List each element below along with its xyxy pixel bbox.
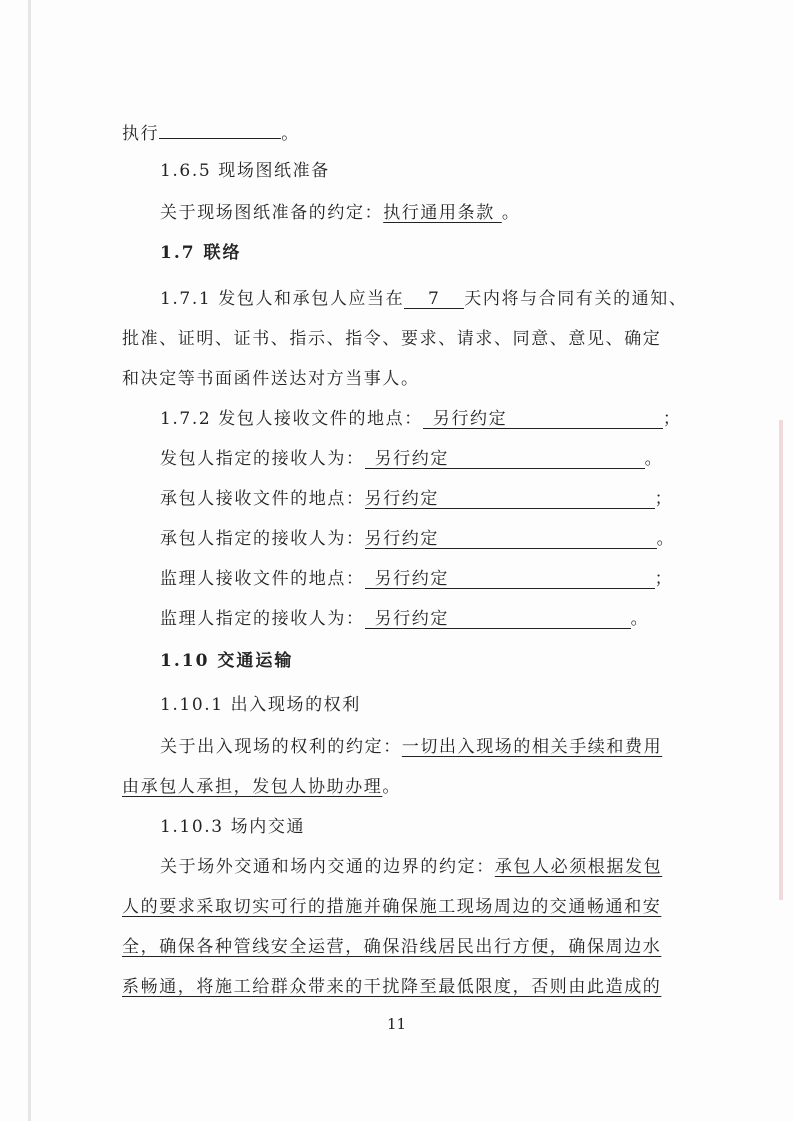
heading-text: 1.10.3 场内交通 (160, 817, 306, 837)
filled-value: 另行约定 (432, 409, 508, 429)
text: 关于场外交通和场内交通的边界的约定： (160, 857, 495, 877)
punct: 。 (656, 529, 676, 549)
scan-edge-right (779, 420, 783, 900)
text: 发包人指定的接收人为： (160, 449, 365, 469)
blank-field (365, 570, 655, 589)
punct: ； (654, 569, 674, 589)
blank-field (365, 530, 657, 549)
punct: ； (662, 409, 682, 429)
line-1-7-1-cont2 (122, 368, 722, 390)
line-traffic-cont2 (122, 936, 722, 958)
punct: 。 (501, 203, 521, 223)
heading-text: 1.10 交通运输 (160, 651, 294, 671)
punct: 。 (382, 777, 402, 797)
line-traffic-cont1 (122, 896, 722, 918)
filled-value: 另行约定 (364, 489, 440, 509)
filled-value: 另行约定 (364, 529, 440, 549)
heading-1-10 (160, 650, 760, 672)
blank-field (159, 120, 281, 139)
heading-1-10-3 (160, 816, 760, 838)
text: 天内将与合同有关的通知、 (464, 289, 688, 309)
filled-value: 另行约定 (374, 609, 450, 629)
blank-field (365, 490, 655, 509)
line-site-drawing (160, 202, 760, 224)
line-supervisor-receiver (160, 608, 760, 630)
text: 执行 (122, 124, 160, 144)
heading-text: 1.10.1 出入现场的权利 (160, 695, 361, 715)
line-1-7-2 (160, 408, 760, 430)
punct: 。 (630, 609, 650, 629)
filled-value: 系畅通，将施工给群众带来的干扰降至最低限度，否则由此造成的 (122, 977, 662, 997)
text: 1.7.2 发包人接收文件的地点： (160, 409, 423, 429)
blank-field (404, 290, 464, 309)
page-number: 11 (386, 1015, 407, 1033)
punct: ； (654, 489, 674, 509)
line-traffic-boundary (160, 856, 760, 878)
line-1-7-1 (160, 288, 760, 310)
text: 关于现场图纸准备的约定： (160, 203, 384, 223)
text: 承包人指定的接收人为： (160, 529, 365, 549)
line-access-rights-cont (122, 776, 722, 798)
punct: 。 (281, 124, 300, 144)
filled-value: 一切出入现场的相关手续和费用 (401, 737, 663, 757)
text: 关于出入现场的权利的约定： (160, 737, 402, 757)
heading-text: 1.6.5 现场图纸准备 (160, 161, 330, 181)
text: 和决定等书面函件送达对方当事人。 (122, 369, 420, 389)
scan-edge (28, 0, 31, 1121)
blank-field (365, 610, 631, 629)
heading-1-10-1 (160, 694, 760, 716)
heading-1-7 (160, 242, 760, 264)
text: 承包人接收文件的地点： (160, 489, 365, 509)
filled-value: 执行通用条款 (383, 203, 502, 223)
filled-value: 另行约定 (374, 449, 450, 469)
heading-1-6-5 (160, 160, 760, 182)
filled-value: 另行约定 (374, 569, 450, 589)
line-employer-receiver (160, 448, 760, 470)
filled-value: 人的要求采取切实可行的措施并确保施工现场周边的交通畅通和安 (122, 897, 662, 917)
filled-value: 由承包人承担，发包人协助办理 (122, 777, 383, 797)
text: 监理人指定的接收人为： (160, 609, 365, 629)
punct: 。 (644, 449, 664, 469)
line-1 (122, 120, 722, 145)
line-1-7-1-cont (122, 328, 722, 350)
line-access-rights (160, 736, 760, 758)
text: 批准、证明、证书、指示、指令、要求、请求、同意、意见、确定 (122, 329, 662, 349)
blank-field (423, 410, 663, 429)
line-contractor-address (160, 488, 760, 510)
blank-field (365, 450, 645, 469)
text: 1.7.1 发包人和承包人应当在 (160, 289, 405, 309)
heading-text: 1.7 联络 (160, 243, 242, 263)
filled-value: 7 (428, 289, 441, 309)
line-traffic-cont3 (122, 976, 722, 998)
text: 监理人接收文件的地点： (160, 569, 365, 589)
filled-value: 承包人必须根据发包 (494, 857, 663, 877)
line-contractor-receiver (160, 528, 760, 550)
filled-value: 全，确保各种管线安全运营，确保沿线居民出行方便，确保周边水 (122, 937, 662, 957)
line-supervisor-address (160, 568, 760, 590)
